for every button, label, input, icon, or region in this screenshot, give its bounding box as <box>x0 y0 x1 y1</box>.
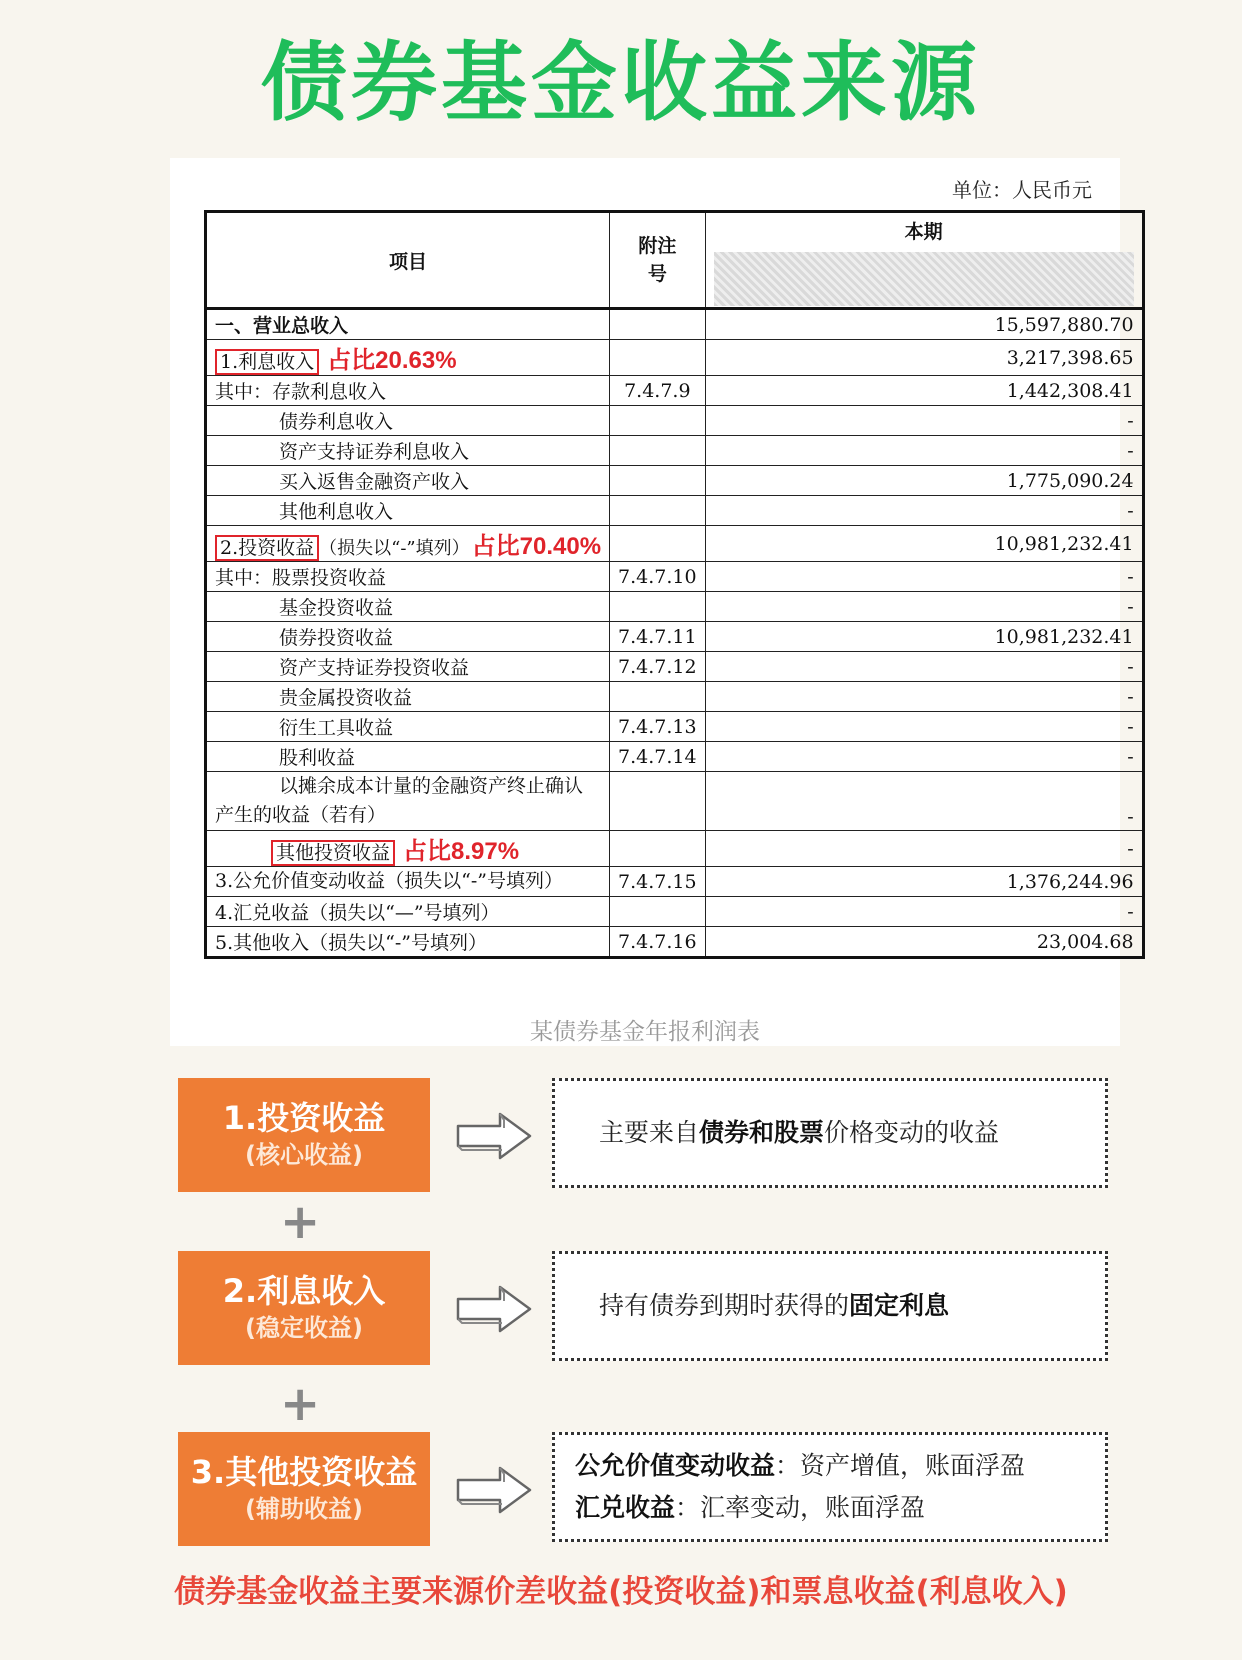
table-row: 5.其他收入（损失以“-”号填列） 7.4.7.16 23,004.68 <box>206 927 1144 958</box>
table-row: 资产支持证券利息收入 - <box>206 436 1144 466</box>
income-statement-table <box>204 210 1145 959</box>
row-item <box>206 831 610 867</box>
table-row: 债券投资收益 7.4.7.11 10,981,232.41 <box>206 622 1144 652</box>
table-row: 买入返售金融资产收入 1,775,090.24 <box>206 466 1144 496</box>
table-caption: 某债券基金年报利润表 <box>530 1019 760 1045</box>
summary-footer: 债券基金收益主要来源价差收益(投资收益)和票息收益(利息收入) <box>174 1574 1068 1610</box>
plus-sign: + <box>280 1194 321 1250</box>
source-description-box: 持有债券到期时获得的固定利息 <box>552 1251 1108 1361</box>
table-row: 3.公允价值变动收益（损失以“-”号填列） 7.4.7.15 1,376,244.96 <box>206 867 1144 897</box>
source-description-box: 主要来自债券和股票价格变动的收益 <box>552 1078 1108 1188</box>
source-label-box: 2.利息收入 (稳定收益) <box>178 1251 430 1365</box>
highlight-box: 其他投资收益 <box>271 840 395 866</box>
table-row: 衍生工具收益 7.4.7.13 - <box>206 712 1144 742</box>
table-header-row <box>206 212 1144 309</box>
row-item: 2.投资收益 （损失以“-”填列）占比70.40% <box>206 526 610 562</box>
table-row: 其中：存款利息收入 7.4.7.9 1,442,308.41 <box>206 376 1144 406</box>
income-statement-panel <box>170 158 1134 1046</box>
table-row: 其中：股票投资收益 7.4.7.10 - <box>206 562 1144 592</box>
table-row: 其他投资收益 占比8.97% - <box>206 831 1144 867</box>
source-investment-income <box>178 1078 1112 1192</box>
table-row: 其他利息收入 - <box>206 496 1144 526</box>
redacted-period-image <box>714 252 1134 306</box>
highlight-box: 1.利息收入 <box>215 349 319 375</box>
source-label-box: 1.投资收益 (核心收益) <box>178 1078 430 1192</box>
row-item <box>206 340 610 376</box>
table-row: 股利收益 7.4.7.14 - <box>206 742 1144 772</box>
table-row: 债券利息收入 - <box>206 406 1144 436</box>
right-arrow-icon <box>454 1281 534 1337</box>
source-interest-income <box>178 1251 1112 1365</box>
table-row: 基金投资收益 - <box>206 592 1144 622</box>
ratio-annotation: 占比8.97% <box>403 838 520 865</box>
plus-sign: + <box>280 1376 321 1432</box>
header-item: 项目 <box>206 212 610 309</box>
table-row: 以摊余成本计量的金融资产终止确认产生的收益（若有） - <box>206 772 1144 831</box>
row-item: 一、营业总收入 <box>206 309 610 340</box>
table-row: 2.投资收益 （损失以“-”填列）占比70.40% 10,981,232.41 <box>206 526 1144 562</box>
source-other-investment-income <box>178 1432 1112 1546</box>
table-row: 1.利息收入 占比20.63% 3,217,398.65 <box>206 340 1144 376</box>
header-period: 本期 <box>705 212 1143 309</box>
right-arrow-icon <box>454 1108 534 1164</box>
source-description-box: 公允价值变动收益：资产增值，账面浮盈 汇兑收益：汇率变动，账面浮盈 <box>552 1432 1108 1542</box>
right-arrow-icon <box>454 1462 534 1518</box>
unit-label: 单位：人民币元 <box>952 178 1092 202</box>
table-row: 一、营业总收入 15,597,880.70 <box>206 309 1144 340</box>
header-note: 附注号 <box>610 212 706 309</box>
ratio-annotation: 占比20.63% <box>327 347 457 374</box>
page-title: 债券基金收益来源 <box>261 33 981 133</box>
table-row: 贵金属投资收益 - <box>206 682 1144 712</box>
ratio-annotation: 占比70.40% <box>471 533 602 560</box>
source-label-box: 3.其他投资收益 (辅助收益) <box>178 1432 430 1546</box>
table-row: 4.汇兑收益（损失以“—”号填列） - <box>206 897 1144 927</box>
highlight-box: 2.投资收益 <box>215 535 319 561</box>
table-row: 资产支持证券投资收益 7.4.7.12 - <box>206 652 1144 682</box>
